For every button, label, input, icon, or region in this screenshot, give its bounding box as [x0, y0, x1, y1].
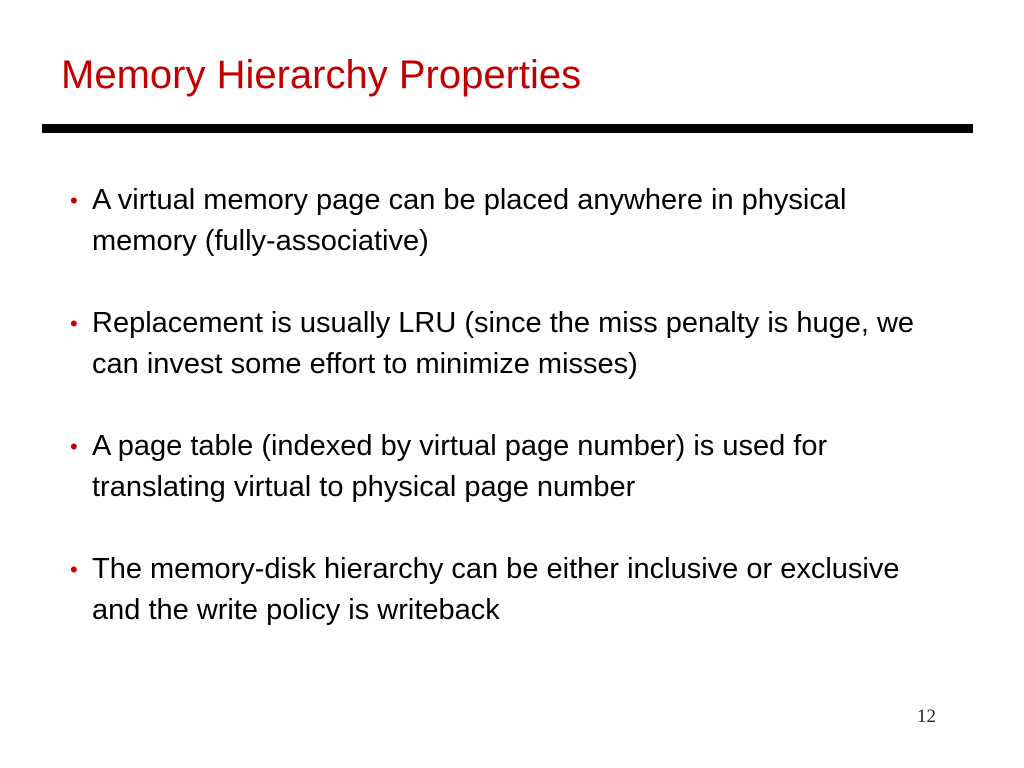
bullet-text: A virtual memory page can be placed anywhere in physical memory (fully-associative) — [92, 184, 847, 257]
bullet-text: Replacement is usually LRU (since the miss penalty is huge, we can invest some effort to minimize misses) — [92, 307, 915, 380]
bullet-dot-icon: • — [70, 188, 78, 213]
slide-title: Memory Hierarchy Properties — [61, 53, 582, 97]
bullet-dot-icon: • — [70, 557, 78, 582]
bullet-dot-icon: • — [70, 434, 78, 459]
bullet-text: The memory-disk hierarchy can be either inclusive or exclusive and the write policy is writeback — [92, 553, 900, 626]
bullet-item — [70, 426, 940, 508]
bullet-text: A page table (indexed by virtual page number) is used for translating virtual to physical page number — [92, 430, 828, 503]
bullet-dot-icon: • — [70, 311, 78, 336]
bullet-item — [70, 180, 940, 262]
bullet-item — [70, 303, 940, 385]
bullet-item — [70, 549, 940, 631]
bullet-list — [70, 180, 940, 672]
page-number: 12 — [917, 706, 936, 727]
title-divider — [42, 124, 973, 133]
